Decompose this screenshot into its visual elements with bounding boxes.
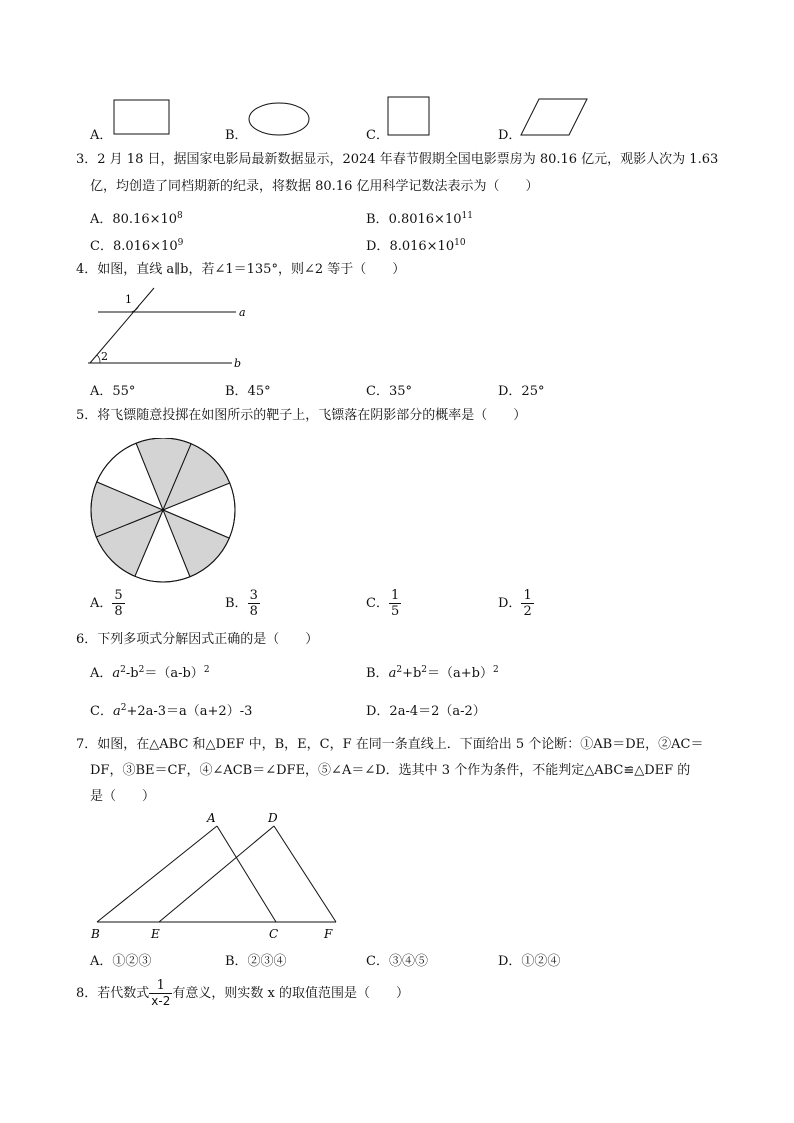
option-base: 80.16×10 [112,212,178,227]
dartboard-figure [88,438,238,584]
q6-option-d: D．2a-4＝2（a-2） [366,704,486,719]
q2-option-d [498,124,521,143]
option-base: 8.016×10 [389,239,455,254]
segment-ac [217,826,276,922]
option-base: 0.8016×10 [388,212,462,227]
q5-stem: 5．将飞镖随意投掷在如图所示的靶子上，飞镖落在阴影部分的概率是（ ） [76,408,527,423]
square-shape [386,95,432,139]
q3-option-b [366,208,473,227]
q4-option-b: B．45° [225,384,271,399]
q5-option-d [498,588,534,619]
angle-2-arc [97,355,100,363]
segment-df [274,826,336,922]
line-b-label: b [234,357,242,370]
option-exp: 11 [461,211,473,221]
q2-option-a [90,124,112,143]
q3-line1: 3．2 月 18 日，据国家电影局最新数据显示，2024 年春节假期全国电影票房为 80.16 亿元，观影人次为 1.63 [76,152,719,167]
q8-stem [76,978,409,1009]
option-letter: D． [366,239,390,254]
option-letter: A． [90,212,113,227]
q4-option-d: D．25° [498,384,545,399]
option-letter: D． [498,596,522,611]
option-exp: 9 [177,238,184,248]
label-d: D [268,811,278,825]
segment-ba [97,826,217,922]
q7-line2: DF，③BE＝CF，④∠ACB＝∠DFE，⑤∠A＝∠D．选其中 3 个作为条件，不能判定△ABC≌△DEF 的 [90,763,691,778]
q5-option-b [225,588,260,619]
parallel-lines-figure [84,284,254,374]
angle-2-label: 2 [101,350,108,363]
option-exp: 8 [177,211,183,221]
transversal [90,288,154,363]
q7-option-a: A．①②③ [90,954,152,969]
option-letter: A． [90,128,113,143]
ellipse-shape [246,100,312,138]
rectangle-shape [112,98,172,138]
option-letter: B． [366,212,389,227]
option-letter: C． [90,239,113,254]
q4-stem: 4．如图，直线 a∥b，若∠1＝135°，则∠2 等于（ ） [76,262,406,277]
q3-option-d [366,235,466,254]
q5-option-a [90,588,125,619]
label-c: C [269,927,279,941]
q5-option-c [366,588,401,619]
option-letter: C． [366,128,389,143]
option-exp: 10 [454,238,466,248]
q7-option-c: C．③④⑤ [366,954,428,969]
angle-1-label: 1 [125,293,132,306]
q7-option-d: D．①②④ [498,954,561,969]
label-a: A [207,811,216,825]
segment-ed [159,826,274,922]
fraction: $\frac{1}{2}$ [523,588,532,619]
q4-option-c: C．35° [366,384,412,399]
q3-option-a [90,208,183,227]
fraction: $\frac{1}{5}$ [390,588,400,619]
label-b: B [91,927,100,941]
q4-option-a: A．55° [90,384,136,399]
option-letter: C． [366,596,389,611]
q6-stem: 6．下列多项式分解因式正确的是（ ） [76,632,319,647]
angle-1-arc [130,305,139,312]
fraction: $\frac{3}{8}$ [249,588,258,619]
label-e: E [151,927,160,941]
fraction: $\frac{5}{8}$ [114,588,123,619]
q7-option-b: B．②③④ [225,954,287,969]
q8-fraction: $\frac{1}{x-2}$ [151,978,171,1008]
line-a-label: a [239,306,246,319]
option-letter: B． [225,128,248,143]
option-letter: D． [498,128,522,143]
q8-pre: 8．若代数式 [76,986,150,1001]
option-base: 8.016×10 [112,239,178,254]
q7-line3: 是（ ） [90,789,156,804]
option-letter: A． [90,596,113,611]
q7-line1: 7．如图，在△ABC 和△DEF 中，B，E，C，F 在同一条直线上．下面给出 5 个论断：①AB＝DE，②AC＝ [76,737,704,752]
triangles-figure [86,808,346,944]
q3-line2: 亿，均创造了同档期新的纪录，将数据 80.16 亿用科学记数法表示为（ ） [90,179,539,194]
q8-post: 有意义，则实数 x 的取值范围是（ ） [172,986,409,1001]
label-f: F [324,927,333,941]
q6-option-b: B．$a^2+b^2=(a+b)^2$ [366,665,499,681]
q2-option-b [225,124,248,143]
q6-option-c: C．$a^2+2a-3=a(a+2)-3$ [90,703,253,719]
parallelogram-shape [519,97,591,139]
q3-option-c [90,235,183,254]
q6-option-a: A．$a^2-b^2=(a-b)^2$ [90,665,210,681]
option-letter: B． [225,596,248,611]
